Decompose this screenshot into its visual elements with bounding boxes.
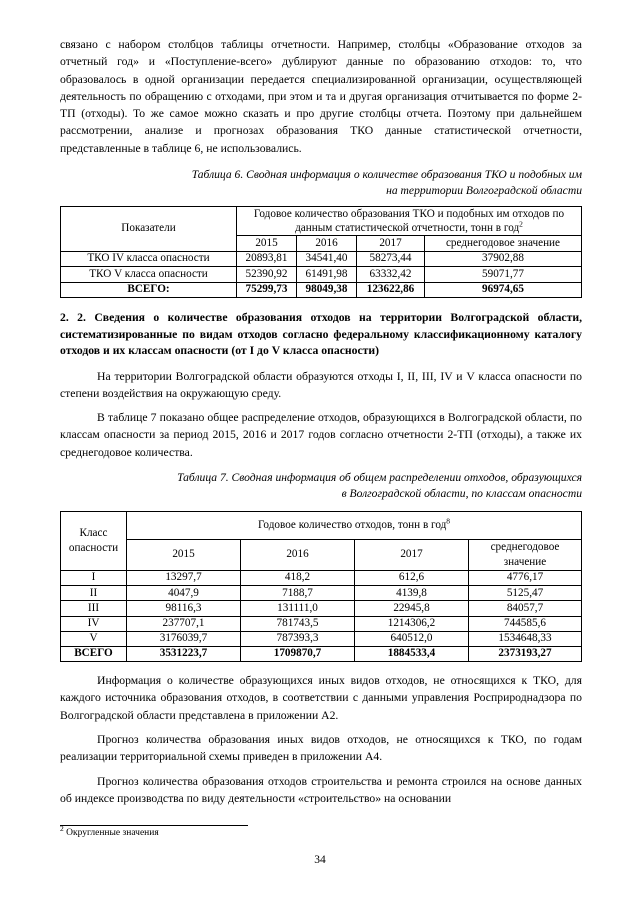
row-name: ТКО IV класса опасности xyxy=(61,251,237,267)
table6-header-group-text: Годовое количество образования ТКО и подобных им отходов по данным статистической отчетности, тонн в год xyxy=(253,208,565,235)
table-total-row xyxy=(61,282,582,298)
row-class: ВСЕГО xyxy=(61,647,127,662)
table7-caption-line2: в Волгоградской области, по классам опасности xyxy=(341,486,582,500)
table-row xyxy=(61,616,582,631)
cell-avg: 2373193,27 xyxy=(469,647,582,662)
table-row xyxy=(61,631,582,646)
cell-2016: 98049,38 xyxy=(297,282,357,298)
cell-avg: 37902,88 xyxy=(425,251,582,267)
paragraph-table7-intro: В таблице 7 показано общее распределение отходов, образующихся в Волгоградской области, по классам опасности за период 2015, 2016 и 2017 годов согласно отчетности 2-ТП (отходы), а также их среднегодовое количества. xyxy=(60,411,582,459)
cell-2016: 418,2 xyxy=(241,571,355,586)
cell-2016: 1709870,7 xyxy=(241,647,355,662)
row-name: ТКО V класса опасности xyxy=(61,267,237,283)
table7-header-avg: среднегодовое значение xyxy=(469,540,582,571)
cell-2016: 7188,7 xyxy=(241,586,355,601)
cell-2015: 13297,7 xyxy=(127,571,241,586)
cell-2016: 34541,40 xyxy=(297,251,357,267)
table6-header-indicator: Показатели xyxy=(61,207,237,252)
table6-caption-line2: на территории Волгоградской области xyxy=(386,183,582,197)
cell-2017: 1884533,4 xyxy=(355,647,469,662)
paragraph-other-waste: Информация о количестве образующихся иных видов отходов, не относящихся к ТКО, для каждого источника образования отходов, в соответствии с данными управления Росприроднадзора по Волгоградской области представлена в приложении А2. xyxy=(60,674,582,722)
cell-2017: 4139,8 xyxy=(355,586,469,601)
cell-2016: 781743,5 xyxy=(241,616,355,631)
row-class: III xyxy=(61,601,127,616)
table-6 xyxy=(60,206,582,298)
row-class: II xyxy=(61,586,127,601)
cell-2016: 787393,3 xyxy=(241,631,355,646)
row-class: IV xyxy=(61,616,127,631)
paragraph-construction: Прогноз количества образования отходов строительства и ремонта строился на основе данных об индексе производства по виду деятельности «строительство» на основании xyxy=(60,774,582,805)
row-class: I xyxy=(61,571,127,586)
cell-avg: 59071,77 xyxy=(425,267,582,283)
table-row xyxy=(61,601,582,616)
footnote-divider xyxy=(60,825,248,826)
cell-2015: 20893,81 xyxy=(237,251,297,267)
intro-paragraph: связано с набором столбцов таблицы отчетности. Например, столбцы «Образование отходов за отчетный год» и «Поступление-всего» дублируют данные по образованию отходов: то, что образовалось в одной организации передается специализированной организации, осуществляющей деятельность по обращению с отходами, при этом и та и другая организация отчитывается по форме 2-ТП (отходы). То же самое можно сказать и про другие столбцы отчета. Поэтому при дальнейшем рассмотрении, анализе и прогнозах образования ТКО данные статистической отчетности, представленные в таблице 6, не использовались. xyxy=(60,38,582,155)
footnote-mark: 2 xyxy=(60,823,64,833)
table-row xyxy=(61,267,582,283)
cell-2016: 61491,98 xyxy=(297,267,357,283)
footnote xyxy=(60,823,159,838)
row-class: V xyxy=(61,631,127,646)
page-content xyxy=(60,36,582,807)
cell-2015: 3176039,7 xyxy=(127,631,241,646)
table6-header-group xyxy=(237,207,582,236)
cell-avg: 744585,6 xyxy=(469,616,582,631)
table7-year-2015: 2015 xyxy=(127,540,241,571)
cell-2015: 3531223,7 xyxy=(127,647,241,662)
cell-2015: 75299,73 xyxy=(237,282,297,298)
paragraph-forecast: Прогноз количества образования иных видов отходов, не относящихся к ТКО, по годам реализации территориальной схемы приведен в приложении А4. xyxy=(60,733,582,764)
table7-header-class: Класс опасности xyxy=(61,512,127,571)
footnote-text: Округленные значения xyxy=(66,828,159,838)
cell-2017: 58273,44 xyxy=(357,251,425,267)
cell-2017: 640512,0 xyxy=(355,631,469,646)
table-row xyxy=(61,251,582,267)
cell-avg: 96974,65 xyxy=(425,282,582,298)
cell-2015: 52390,92 xyxy=(237,267,297,283)
table7-caption-line1: Таблица 7. Сводная информация об общем распределении отходов, образующихся xyxy=(177,471,582,485)
table6-year-2015: 2015 xyxy=(237,236,297,252)
table7-header-group xyxy=(127,512,582,540)
table7-footnote-ref: 8 xyxy=(446,516,451,526)
cell-avg: 4776,17 xyxy=(469,571,582,586)
cell-2017: 1214306,2 xyxy=(355,616,469,631)
cell-avg: 5125,47 xyxy=(469,586,582,601)
table6-year-2016: 2016 xyxy=(297,236,357,252)
section-heading: 2. 2. Сведения о количестве образования отходов на территории Волгоградской области, систематизированные по видам отходов согласно федеральному классификационному каталогу отходов и их классам опасности (от I до V класса опасности) xyxy=(60,311,582,358)
cell-2017: 63332,42 xyxy=(357,267,425,283)
page-number: 34 xyxy=(314,854,326,866)
cell-2015: 98116,3 xyxy=(127,601,241,616)
cell-2017: 22945,8 xyxy=(355,601,469,616)
table7-year-2017: 2017 xyxy=(355,540,469,571)
table-total-row xyxy=(61,647,582,662)
cell-2015: 4047,9 xyxy=(127,586,241,601)
cell-2016: 131111,0 xyxy=(241,601,355,616)
table-7 xyxy=(60,511,582,662)
table6-footnote-ref: 2 xyxy=(519,219,523,229)
table7-header-group-text: Годовое количество отходов, тонн в год xyxy=(257,518,447,531)
table7-year-2016: 2016 xyxy=(241,540,355,571)
cell-avg: 84057,7 xyxy=(469,601,582,616)
cell-2017: 612,6 xyxy=(355,571,469,586)
row-name: ВСЕГО: xyxy=(61,282,237,298)
table-row xyxy=(61,571,582,586)
table6-caption-line1: Таблица 6. Сводная информация о количестве образования ТКО и подобных им xyxy=(191,168,582,182)
table6-year-2017: 2017 xyxy=(357,236,425,252)
table6-header-avg: среднегодовое значение xyxy=(425,236,582,252)
cell-2017: 123622,86 xyxy=(357,282,425,298)
paragraph-classes: На территории Волгоградской области образуются отходы I, II, III, IV и V класса опасности по степени воздействия на окружающую среду. xyxy=(60,369,582,400)
cell-2015: 237707,1 xyxy=(127,616,241,631)
cell-avg: 1534648,33 xyxy=(469,631,582,646)
table-row xyxy=(61,586,582,601)
